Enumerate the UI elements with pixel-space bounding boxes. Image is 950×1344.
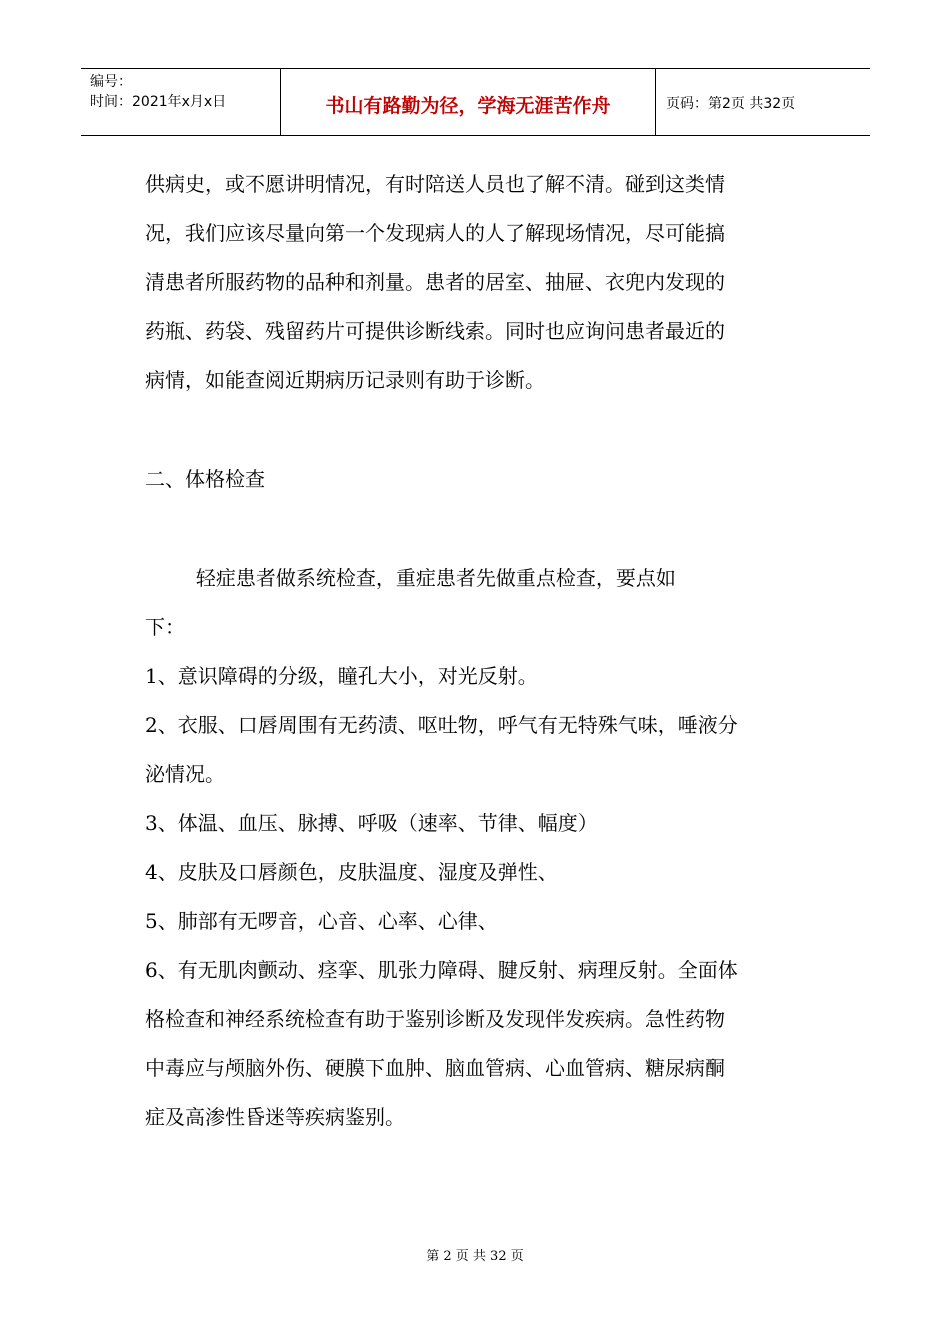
- list-item: 泌情况。: [145, 762, 225, 786]
- body-line: 药瓶、药袋、残留药片可提供诊断线索。同时也应询问患者最近的: [145, 319, 725, 343]
- header-meta: [81, 69, 281, 135]
- page-header: [81, 68, 870, 136]
- header-motto: 书山有路勤为径，学海无涯苦作舟: [281, 69, 656, 135]
- list-item: 1、意识障碍的分级，瞳孔大小，对光反射。: [145, 664, 538, 688]
- list-item: 5、肺部有无啰音，心音、心率、心律、: [145, 909, 498, 933]
- body-line: 况，我们应该尽量向第一个发现病人的人了解现场情况，尽可能搞: [145, 221, 725, 245]
- list-item: 格检查和神经系统检查有助于鉴别诊断及发现伴发疾病。急性药物: [145, 1007, 725, 1031]
- header-page-info: 页码：第2页 共32页: [666, 96, 796, 112]
- spacer: [145, 405, 805, 455]
- list-item: 3、体温、血压、脉搏、呼吸（速率、节律、幅度）: [145, 811, 598, 835]
- document-time-label: 时间：2021年x月x日: [90, 94, 227, 110]
- spacer: [145, 504, 805, 554]
- intro-line: 下：: [145, 615, 185, 639]
- list-item: 6、有无肌肉颤动、痉挛、肌张力障碍、腱反射、病理反射。全面体: [145, 958, 738, 982]
- list-item: 4、皮肤及口唇颜色，皮肤温度、湿度及弹性、: [145, 860, 558, 884]
- list-item: 2、衣服、口唇周围有无药渍、呕吐物，呼气有无特殊气味，唾液分: [145, 713, 738, 737]
- document-number-label: 编号：: [90, 74, 132, 90]
- document-body: [145, 160, 805, 1142]
- body-line: 清患者所服药物的品种和剂量。患者的居室、抽屉、衣兜内发现的: [145, 270, 725, 294]
- intro-line: 轻症患者做系统检查，重症患者先做重点检查，要点如: [145, 566, 676, 590]
- section-heading: 二、体格检查: [145, 467, 265, 491]
- body-line: 供病史，或不愿讲明情况，有时陪送人员也了解不清。碰到这类情: [145, 172, 725, 196]
- body-line: 病情，如能查阅近期病历记录则有助于诊断。: [145, 368, 545, 392]
- list-item: 症及高渗性昏迷等疾病鉴别。: [145, 1105, 405, 1129]
- page-footer: 第 2 页 共 32 页: [426, 1249, 524, 1264]
- list-item: 中毒应与颅脑外伤、硬膜下血肿、脑血管病、心血管病、糖尿病酮: [145, 1056, 725, 1080]
